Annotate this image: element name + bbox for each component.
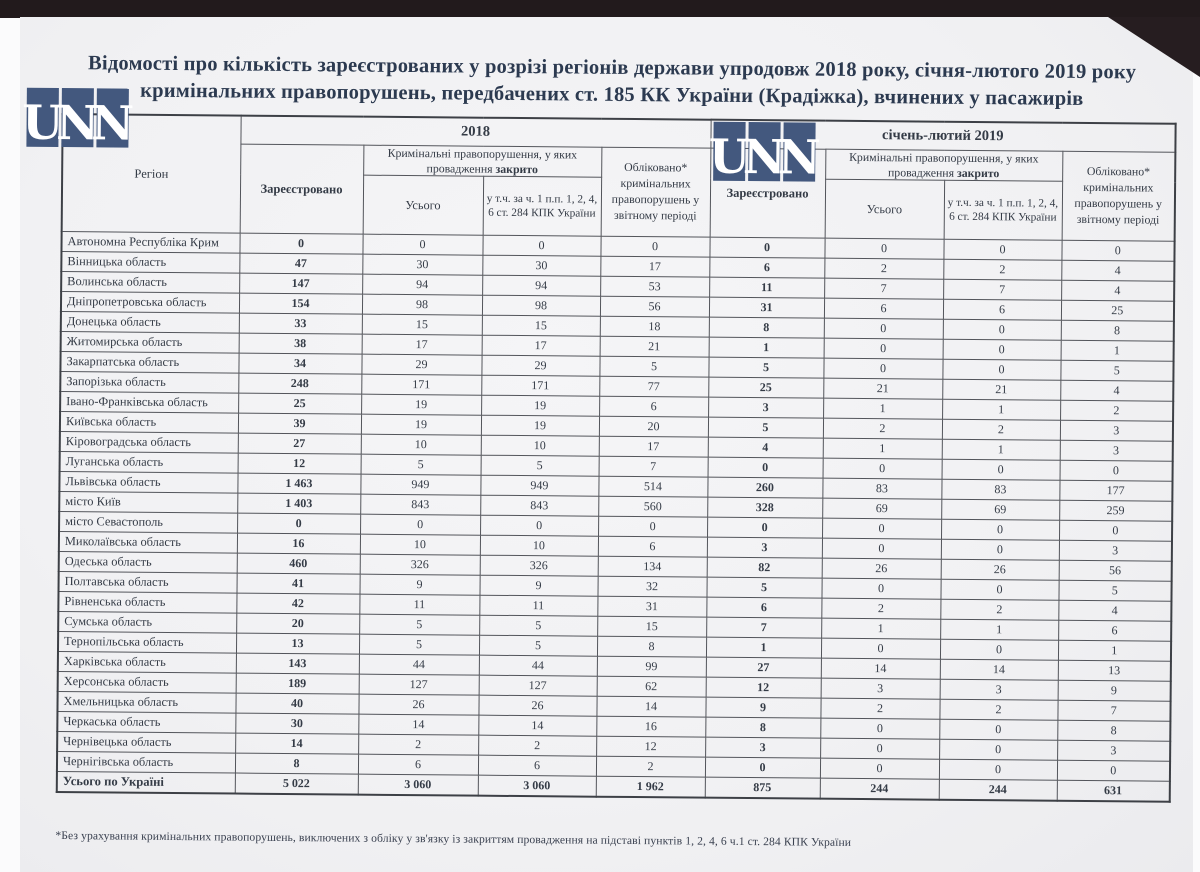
region-cell: Кіровоградська область [60, 432, 238, 454]
header-registered-2019: Зареєстровано [710, 148, 826, 238]
unn-logo-letter: U [21, 95, 64, 152]
value-cell: 20 [599, 417, 708, 438]
region-cell: Херсонська область [58, 672, 236, 694]
value-cell: 56 [600, 297, 709, 318]
value-cell: 10 [480, 536, 598, 557]
value-cell: 26 [822, 559, 941, 580]
value-cell: 14 [821, 659, 940, 680]
value-cell: 21 [823, 379, 942, 400]
value-cell: 19 [361, 415, 481, 436]
value-cell: 8 [709, 318, 824, 339]
header-accounted-2019: Обліковано* кримінальних правопорушень у звітному періоді [1062, 151, 1176, 241]
value-cell: 9 [359, 575, 479, 596]
unn-logo-block [708, 122, 751, 186]
value-cell: 1 962 [596, 777, 705, 798]
region-cell: Усього по Україні [57, 772, 235, 794]
value-cell: 53 [600, 277, 709, 298]
unn-logo-block [90, 88, 135, 152]
value-cell: 177 [1059, 481, 1172, 502]
region-cell: Дніпропетровська область [61, 292, 239, 314]
value-cell: 0 [1061, 241, 1174, 262]
region-cell: Вінницька область [61, 252, 239, 274]
value-cell: 12 [706, 678, 821, 699]
value-cell: 0 [598, 517, 707, 538]
header-incl-2018: у т.ч. за ч. 1 п.п. 1, 2, 4, 6 ст. 284 КПК України [483, 177, 602, 237]
value-cell: 5 [479, 616, 597, 637]
value-cell: 2 [824, 259, 943, 280]
value-cell: 3 [1060, 421, 1173, 442]
region-cell: Автономна Республіка Крим [61, 232, 239, 254]
value-cell: 1 [942, 400, 1060, 421]
value-cell: 77 [599, 377, 708, 398]
value-cell: 5 [708, 418, 823, 439]
value-cell: 41 [236, 574, 359, 595]
value-cell: 1 [709, 338, 824, 359]
value-cell: 47 [239, 254, 362, 275]
value-cell: 0 [708, 458, 823, 479]
value-cell: 171 [481, 376, 599, 397]
value-cell: 0 [824, 319, 943, 340]
region-cell: Тернопільська область [58, 632, 236, 654]
value-cell: 0 [480, 516, 598, 537]
region-cell: Житомирська область [61, 332, 239, 354]
value-cell: 1 403 [237, 494, 360, 515]
unn-logo-block [21, 88, 64, 152]
region-cell: Чернівецька область [57, 732, 235, 754]
value-cell: 98 [482, 296, 600, 317]
value-cell: 15 [362, 315, 482, 336]
value-cell: 5 [1058, 581, 1171, 602]
value-cell: 1 [940, 620, 1058, 641]
value-cell: 460 [237, 554, 360, 575]
value-cell: 2 [940, 600, 1058, 621]
value-cell: 5 [706, 578, 821, 599]
value-cell: 62 [597, 677, 706, 698]
value-cell: 99 [597, 657, 706, 678]
value-cell: 326 [480, 556, 598, 577]
value-cell: 25 [238, 394, 361, 415]
value-cell: 10 [360, 535, 480, 556]
value-cell: 1 [1061, 341, 1174, 362]
value-cell: 6 [824, 299, 943, 320]
value-cell: 2 [943, 260, 1061, 281]
value-cell: 1 [942, 440, 1060, 461]
header-period-2019: січень-лютий 2019 [710, 120, 1175, 153]
value-cell: 560 [598, 497, 707, 518]
header-period-2018: 2018 [240, 116, 710, 149]
region-cell: Одеська область [59, 552, 237, 574]
value-cell: 875 [705, 778, 820, 800]
value-cell: 1 [823, 399, 942, 420]
value-cell: 6 [709, 258, 824, 279]
value-cell: 27 [238, 434, 361, 455]
value-cell: 4 [1061, 261, 1174, 282]
value-cell: 20 [236, 614, 359, 635]
value-cell: 843 [480, 496, 598, 517]
value-cell: 19 [481, 396, 599, 417]
value-cell: 0 [824, 339, 943, 360]
value-cell: 6 [598, 537, 707, 558]
value-cell: 1 [706, 638, 821, 659]
value-cell: 259 [1059, 501, 1172, 522]
value-cell: 21 [600, 337, 709, 358]
value-cell: 19 [361, 395, 481, 416]
value-cell: 25 [708, 378, 823, 399]
region-cell: Київська область [60, 412, 238, 434]
region-cell: Львівська область [59, 472, 237, 494]
value-cell: 0 [824, 239, 943, 260]
sheet-content [13, 17, 1193, 872]
value-cell: 514 [598, 477, 707, 498]
value-cell: 0 [941, 540, 1059, 561]
value-cell: 10 [361, 435, 481, 456]
region-cell: Черкаська область [57, 712, 235, 734]
value-cell: 4 [1058, 601, 1171, 622]
value-cell: 8 [1057, 721, 1170, 742]
value-cell: 5 [479, 636, 597, 657]
value-cell: 0 [600, 237, 709, 258]
value-cell: 1 [821, 619, 940, 640]
value-cell: 0 [709, 238, 824, 259]
header-total-2019: Усього [825, 180, 945, 240]
value-cell: 3 060 [478, 776, 596, 798]
value-cell: 0 [707, 518, 822, 539]
region-cell: Полтавська область [59, 572, 237, 594]
value-cell: 244 [939, 780, 1057, 802]
value-cell: 7 [1057, 701, 1170, 722]
value-cell: 9 [705, 698, 820, 719]
value-cell: 8 [705, 718, 820, 739]
value-cell: 0 [705, 758, 820, 779]
value-cell: 0 [820, 739, 939, 760]
value-cell: 134 [598, 557, 707, 578]
region-cell: місто Севастополь [59, 512, 237, 534]
table-body [57, 232, 1175, 802]
value-cell: 2 [596, 757, 705, 778]
value-cell: 260 [707, 478, 822, 499]
value-cell: 8 [597, 637, 706, 658]
value-cell: 0 [943, 240, 1061, 261]
value-cell: 3 [940, 680, 1058, 701]
value-cell: 1 463 [237, 474, 360, 495]
value-cell: 0 [237, 514, 360, 535]
value-cell: 1 [823, 439, 942, 460]
header-closed-bold: закрито [495, 161, 538, 176]
value-cell: 8 [1061, 321, 1174, 342]
value-cell: 0 [822, 539, 941, 560]
value-cell: 2 [821, 599, 940, 620]
value-cell: 16 [237, 534, 360, 555]
value-cell: 33 [239, 314, 362, 335]
document-page [20, 17, 1193, 872]
value-cell: 69 [941, 500, 1059, 521]
value-cell: 3 [1060, 441, 1173, 462]
header-closed-2019 [825, 149, 1062, 182]
value-cell: 14 [596, 697, 705, 718]
value-cell: 30 [362, 255, 482, 276]
value-cell: 26 [478, 696, 596, 717]
header-incl-2019: у т.ч. за ч. 1 п.п. 1, 2, 4, 6 ст. 284 КПК України [944, 181, 1063, 241]
value-cell: 40 [235, 694, 358, 715]
value-cell: 1 [1058, 641, 1171, 662]
value-cell: 31 [597, 597, 706, 618]
region-cell: Донецька область [61, 312, 239, 334]
value-cell: 147 [239, 274, 362, 295]
scan-dark-edge-top [0, 0, 1200, 18]
value-cell: 9 [1058, 681, 1171, 702]
value-cell: 0 [1059, 521, 1172, 542]
value-cell: 2 [942, 420, 1060, 441]
header-region: Регіон [62, 114, 241, 234]
value-cell: 5 [481, 456, 599, 477]
value-cell: 5 [708, 358, 823, 379]
header-closed-2018 [363, 145, 601, 178]
value-cell: 127 [479, 676, 597, 697]
value-cell: 5 [1060, 361, 1173, 382]
value-cell: 16 [596, 717, 705, 738]
value-cell: 3 [705, 738, 820, 759]
value-cell: 0 [362, 235, 482, 256]
value-cell: 631 [1057, 781, 1170, 802]
value-cell: 0 [822, 519, 941, 540]
value-cell: 26 [358, 695, 478, 716]
value-cell: 6 [943, 300, 1061, 321]
value-cell: 10 [481, 436, 599, 457]
value-cell: 42 [236, 594, 359, 615]
region-cell: місто Київ [59, 492, 237, 514]
value-cell: 0 [1060, 461, 1173, 482]
value-cell: 15 [597, 617, 706, 638]
value-cell: 94 [482, 276, 600, 297]
value-cell: 83 [822, 479, 941, 500]
region-cell: Волинська область [61, 272, 239, 294]
unn-logo-left [21, 88, 135, 152]
value-cell: 0 [823, 459, 942, 480]
header-closed-bold: закрито [956, 165, 1000, 180]
value-cell: 17 [600, 257, 709, 278]
unn-logo-letter: U [708, 129, 751, 186]
value-cell: 83 [941, 480, 1059, 501]
value-cell: 17 [482, 336, 600, 357]
value-cell: 15 [482, 316, 600, 337]
value-cell: 0 [821, 579, 940, 600]
value-cell: 94 [362, 275, 482, 296]
value-cell: 12 [596, 737, 705, 758]
value-cell: 0 [239, 234, 362, 255]
value-cell: 31 [709, 298, 824, 319]
value-cell: 326 [360, 555, 480, 576]
header-total-2018: Усього [363, 176, 484, 236]
value-cell: 2 [1060, 401, 1173, 422]
value-cell: 3 060 [358, 775, 478, 797]
value-cell: 6 [358, 755, 478, 776]
region-cell: Сумська область [58, 612, 236, 634]
value-cell: 0 [821, 639, 940, 660]
value-cell: 3 [707, 538, 822, 559]
value-cell: 3 [708, 398, 823, 419]
value-cell: 0 [360, 515, 480, 536]
value-cell: 38 [239, 334, 362, 355]
value-cell: 0 [942, 460, 1060, 481]
value-cell: 17 [362, 335, 482, 356]
region-cell: Хмельницька область [57, 692, 235, 714]
value-cell: 0 [939, 740, 1057, 761]
region-cell: Закарпатська область [60, 352, 238, 374]
header-closed-text: Кримінальні правопорушення, у яких провадження [387, 145, 578, 176]
value-cell: 29 [361, 355, 481, 376]
value-cell: 44 [479, 656, 597, 677]
header-accounted-2018: Обліковано* кримінальних правопорушень у звітному періоді [601, 147, 711, 237]
document-title: Відомості про кількість зареєстрованих у розрізі регіонів держави упродовж 2018 року, січня-лютого 2019 року кримінальних правопорушень, передбачених ст. 185 КК України (Крадіжка), вчинених у пасажирів [88, 52, 1137, 110]
value-cell: 154 [239, 294, 362, 315]
value-cell: 4 [1060, 381, 1173, 402]
region-cell: Рівненська область [58, 592, 236, 614]
value-cell: 0 [940, 580, 1058, 601]
unn-logo-block [55, 88, 100, 152]
value-cell: 5 [359, 635, 479, 656]
value-cell: 189 [236, 674, 359, 695]
value-cell: 2 [478, 736, 596, 757]
value-cell: 143 [236, 654, 359, 675]
value-cell: 0 [940, 640, 1058, 661]
unn-logo-block [742, 122, 787, 186]
value-cell: 14 [358, 715, 478, 736]
value-cell: 9 [479, 576, 597, 597]
value-cell: 39 [238, 414, 361, 435]
value-cell: 244 [820, 779, 939, 801]
value-cell: 949 [360, 475, 480, 496]
value-cell: 0 [942, 360, 1060, 381]
value-cell: 3 [1057, 741, 1170, 762]
region-cell: Івано-Франківська область [60, 392, 238, 414]
value-cell: 56 [1059, 561, 1172, 582]
value-cell: 7 [824, 279, 943, 300]
value-cell: 4 [708, 438, 823, 459]
value-cell: 171 [361, 375, 481, 396]
value-cell: 0 [943, 340, 1061, 361]
value-cell: 2 [358, 735, 478, 756]
region-cell: Чернігівська область [57, 752, 235, 774]
value-cell: 5 [359, 615, 479, 636]
value-cell: 8 [235, 754, 358, 775]
value-cell: 82 [707, 558, 822, 579]
value-cell: 13 [1058, 661, 1171, 682]
value-cell: 11 [709, 278, 824, 299]
table-header [62, 114, 1176, 242]
value-cell: 0 [820, 759, 939, 780]
region-cell: Миколаївська область [59, 532, 237, 554]
value-cell: 6 [1058, 621, 1171, 642]
value-cell: 5 022 [235, 774, 358, 796]
value-cell: 7 [599, 457, 708, 478]
footnote: *Без урахування кримінальних правопорушень, виключених з обліку у зв'язку із закриттям провадження на підставі пунктів 1, 2, 4, 6 ч.1 ст. 284 КПК України [55, 828, 852, 849]
value-cell: 0 [941, 520, 1059, 541]
value-cell: 98 [362, 295, 482, 316]
report-table [56, 113, 1177, 803]
value-cell: 21 [942, 380, 1060, 401]
region-cell: Луганська область [60, 452, 238, 474]
value-cell: 0 [820, 719, 939, 740]
region-cell: Харківська область [58, 652, 236, 674]
value-cell: 2 [823, 419, 942, 440]
value-cell: 19 [481, 416, 599, 437]
value-cell: 7 [706, 618, 821, 639]
value-cell: 3 [821, 679, 940, 700]
value-cell: 6 [478, 756, 596, 777]
unn-logo-letter: N [742, 129, 787, 186]
unn-logo-letter: N [777, 130, 822, 186]
value-cell: 949 [480, 476, 598, 497]
value-cell: 18 [600, 317, 709, 338]
unn-logo-right [708, 122, 822, 186]
value-cell: 3 [1059, 541, 1172, 562]
value-cell: 0 [939, 760, 1057, 781]
value-cell: 69 [822, 499, 941, 520]
value-cell: 29 [481, 356, 599, 377]
value-cell: 5 [361, 455, 481, 476]
unn-logo-block [777, 122, 822, 186]
value-cell: 14 [478, 716, 596, 737]
value-cell: 27 [706, 658, 821, 679]
value-cell: 6 [706, 598, 821, 619]
value-cell: 248 [238, 374, 361, 395]
unn-logo-letter: N [55, 95, 100, 152]
value-cell: 14 [235, 734, 358, 755]
value-cell: 0 [823, 359, 942, 380]
value-cell: 2 [939, 700, 1057, 721]
value-cell: 30 [235, 714, 358, 735]
value-cell: 4 [1061, 281, 1174, 302]
header-closed-text: Кримінальні правопорушення, у яких провадження [849, 149, 1039, 180]
value-cell: 11 [359, 595, 479, 616]
value-cell: 13 [236, 634, 359, 655]
value-cell: 44 [359, 655, 479, 676]
value-cell: 843 [360, 495, 480, 516]
value-cell: 328 [707, 498, 822, 519]
value-cell: 14 [940, 660, 1058, 681]
value-cell: 6 [599, 397, 708, 418]
value-cell: 0 [482, 236, 600, 257]
value-cell: 26 [941, 560, 1059, 581]
header-registered-2018: Зареєстровано [240, 144, 364, 235]
unn-logo-letter: N [90, 96, 135, 152]
region-cell: Запорізька область [60, 372, 238, 394]
value-cell: 0 [939, 720, 1057, 741]
value-cell: 2 [820, 699, 939, 720]
value-cell: 30 [482, 256, 600, 277]
value-cell: 25 [1061, 301, 1174, 322]
value-cell: 127 [359, 675, 479, 696]
value-cell: 32 [597, 577, 706, 598]
value-cell: 0 [1057, 761, 1170, 782]
value-cell: 34 [238, 354, 361, 375]
value-cell: 11 [479, 596, 597, 617]
value-cell: 7 [943, 280, 1061, 301]
value-cell: 0 [943, 320, 1061, 341]
value-cell: 17 [599, 437, 708, 458]
value-cell: 5 [599, 357, 708, 378]
value-cell: 12 [238, 454, 361, 475]
